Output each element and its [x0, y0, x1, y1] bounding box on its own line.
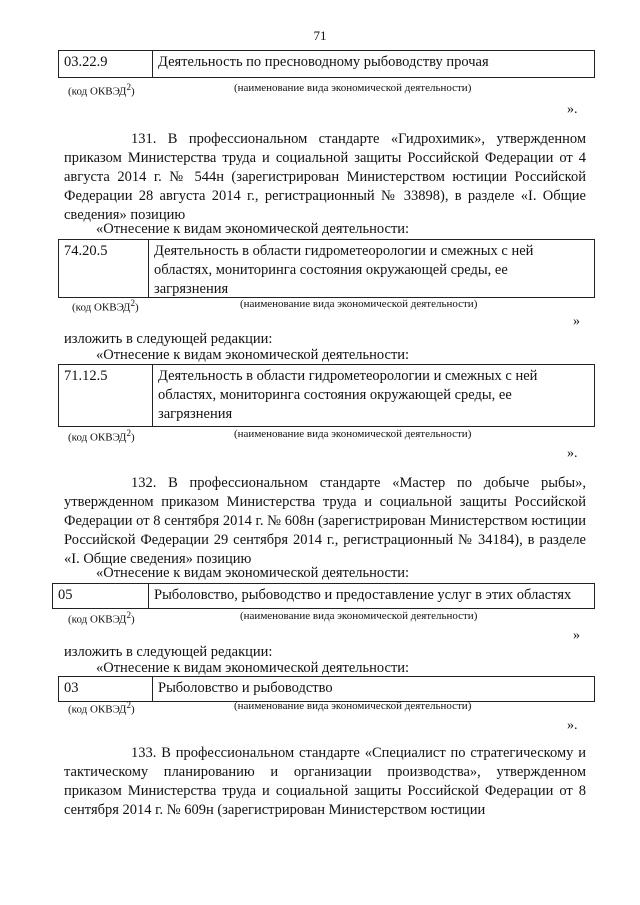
activity-name-cell: Деятельность в области гидрометеорологии и смежных с ней областях, мониторинга состояния окружающей среды, ее загрязнения — [158, 368, 538, 422]
okved-code-cell: 03.22.9 — [59, 51, 153, 77]
closing-quote: ». — [567, 718, 578, 733]
relation-line: «Отнесение к видам экономической деятельности: — [96, 221, 410, 237]
okved-table — [58, 364, 595, 427]
closing-quote: » — [573, 628, 580, 643]
closing-quote: ». — [567, 102, 578, 117]
activity-name-cell: Рыболовство, рыбоводство и предоставление услуг в этих областях — [154, 587, 572, 603]
activity-name-caption: (наименование вида экономической деятельности) — [234, 82, 472, 94]
paragraph-133: 133. В профессиональном стандарте «Специалист по стратегическому и тактическому планированию и организации производства», утвержденном приказом Министерства труда и социальной защиты Российской Федерации от 8 сентября 2014 г. № 609н (зарегистрирован Министерством юстиции — [64, 745, 586, 818]
relation-line: «Отнесение к видам экономической деятельности: — [96, 565, 410, 581]
okved-code-cell: 74.20.5 — [59, 240, 149, 297]
activity-name-caption: (наименование вида экономической деятельности) — [240, 610, 478, 622]
activity-name-cell: Деятельность по пресноводному рыбоводству прочая — [158, 54, 489, 70]
activity-name-caption: (наименование вида экономической деятельности) — [240, 298, 478, 310]
activity-name-caption: (наименование вида экономической деятельности) — [234, 428, 472, 440]
paragraph-131: 131. В профессиональном стандарте «Гидрохимик», утвержденном приказом Министерства труда и социальной защиты Российской Федерации от 4 августа 2014 г. № 544н (зарегистрирован Министерством юстиции Российской Федерации 28 августа 2014 г., регистрационный № 33898), в разделе «I. Общие сведения» позицию — [64, 131, 586, 223]
okved-table — [58, 50, 595, 78]
closing-quote: » — [573, 314, 580, 329]
okved-code-caption: (код ОКВЭД$^2$) — [68, 700, 135, 716]
present-line: изложить в следующей редакции: — [64, 331, 273, 347]
activity-name-caption: (наименование вида экономической деятельности) — [234, 700, 472, 712]
okved-code-caption: (код ОКВЭД$^2$) — [68, 610, 135, 626]
okved-code-cell: 03 — [59, 677, 153, 701]
okved-code-caption: (код ОКВЭД$^2$) — [68, 428, 135, 444]
okved-table — [52, 583, 595, 609]
page-number: 71 — [313, 28, 327, 43]
okved-code-caption: (код ОКВЭД$^2$) — [72, 298, 139, 314]
okved-code-cell: 05 — [53, 584, 149, 608]
paragraph-132: 132. В профессиональном стандарте «Мастер по добыче рыбы», утвержденном приказом Министерства труда и социальной защиты Российской Федерации от 8 сентября 2014 г. № 608н (зарегистрирован Министерством юстиции Российской Федерации 29 сентября 2014 г., регистрационный № 34184), в разделе «I. Общие сведения» позицию — [64, 475, 586, 567]
okved-code-cell: 71.12.5 — [59, 365, 153, 426]
relation-line: «Отнесение к видам экономической деятельности: — [96, 660, 410, 676]
present-line: изложить в следующей редакции: — [64, 644, 273, 660]
okved-code-caption: (код ОКВЭД$^2$) — [68, 82, 135, 98]
okved-table — [58, 239, 595, 298]
closing-quote: ». — [567, 446, 578, 461]
okved-table — [58, 676, 595, 702]
activity-name-cell: Деятельность в области гидрометеорологии и смежных с ней областях, мониторинга состояния окружающей среды, ее загрязнения — [154, 243, 534, 297]
relation-line: «Отнесение к видам экономической деятельности: — [96, 347, 410, 363]
activity-name-cell: Рыболовство и рыбоводство — [158, 680, 333, 696]
